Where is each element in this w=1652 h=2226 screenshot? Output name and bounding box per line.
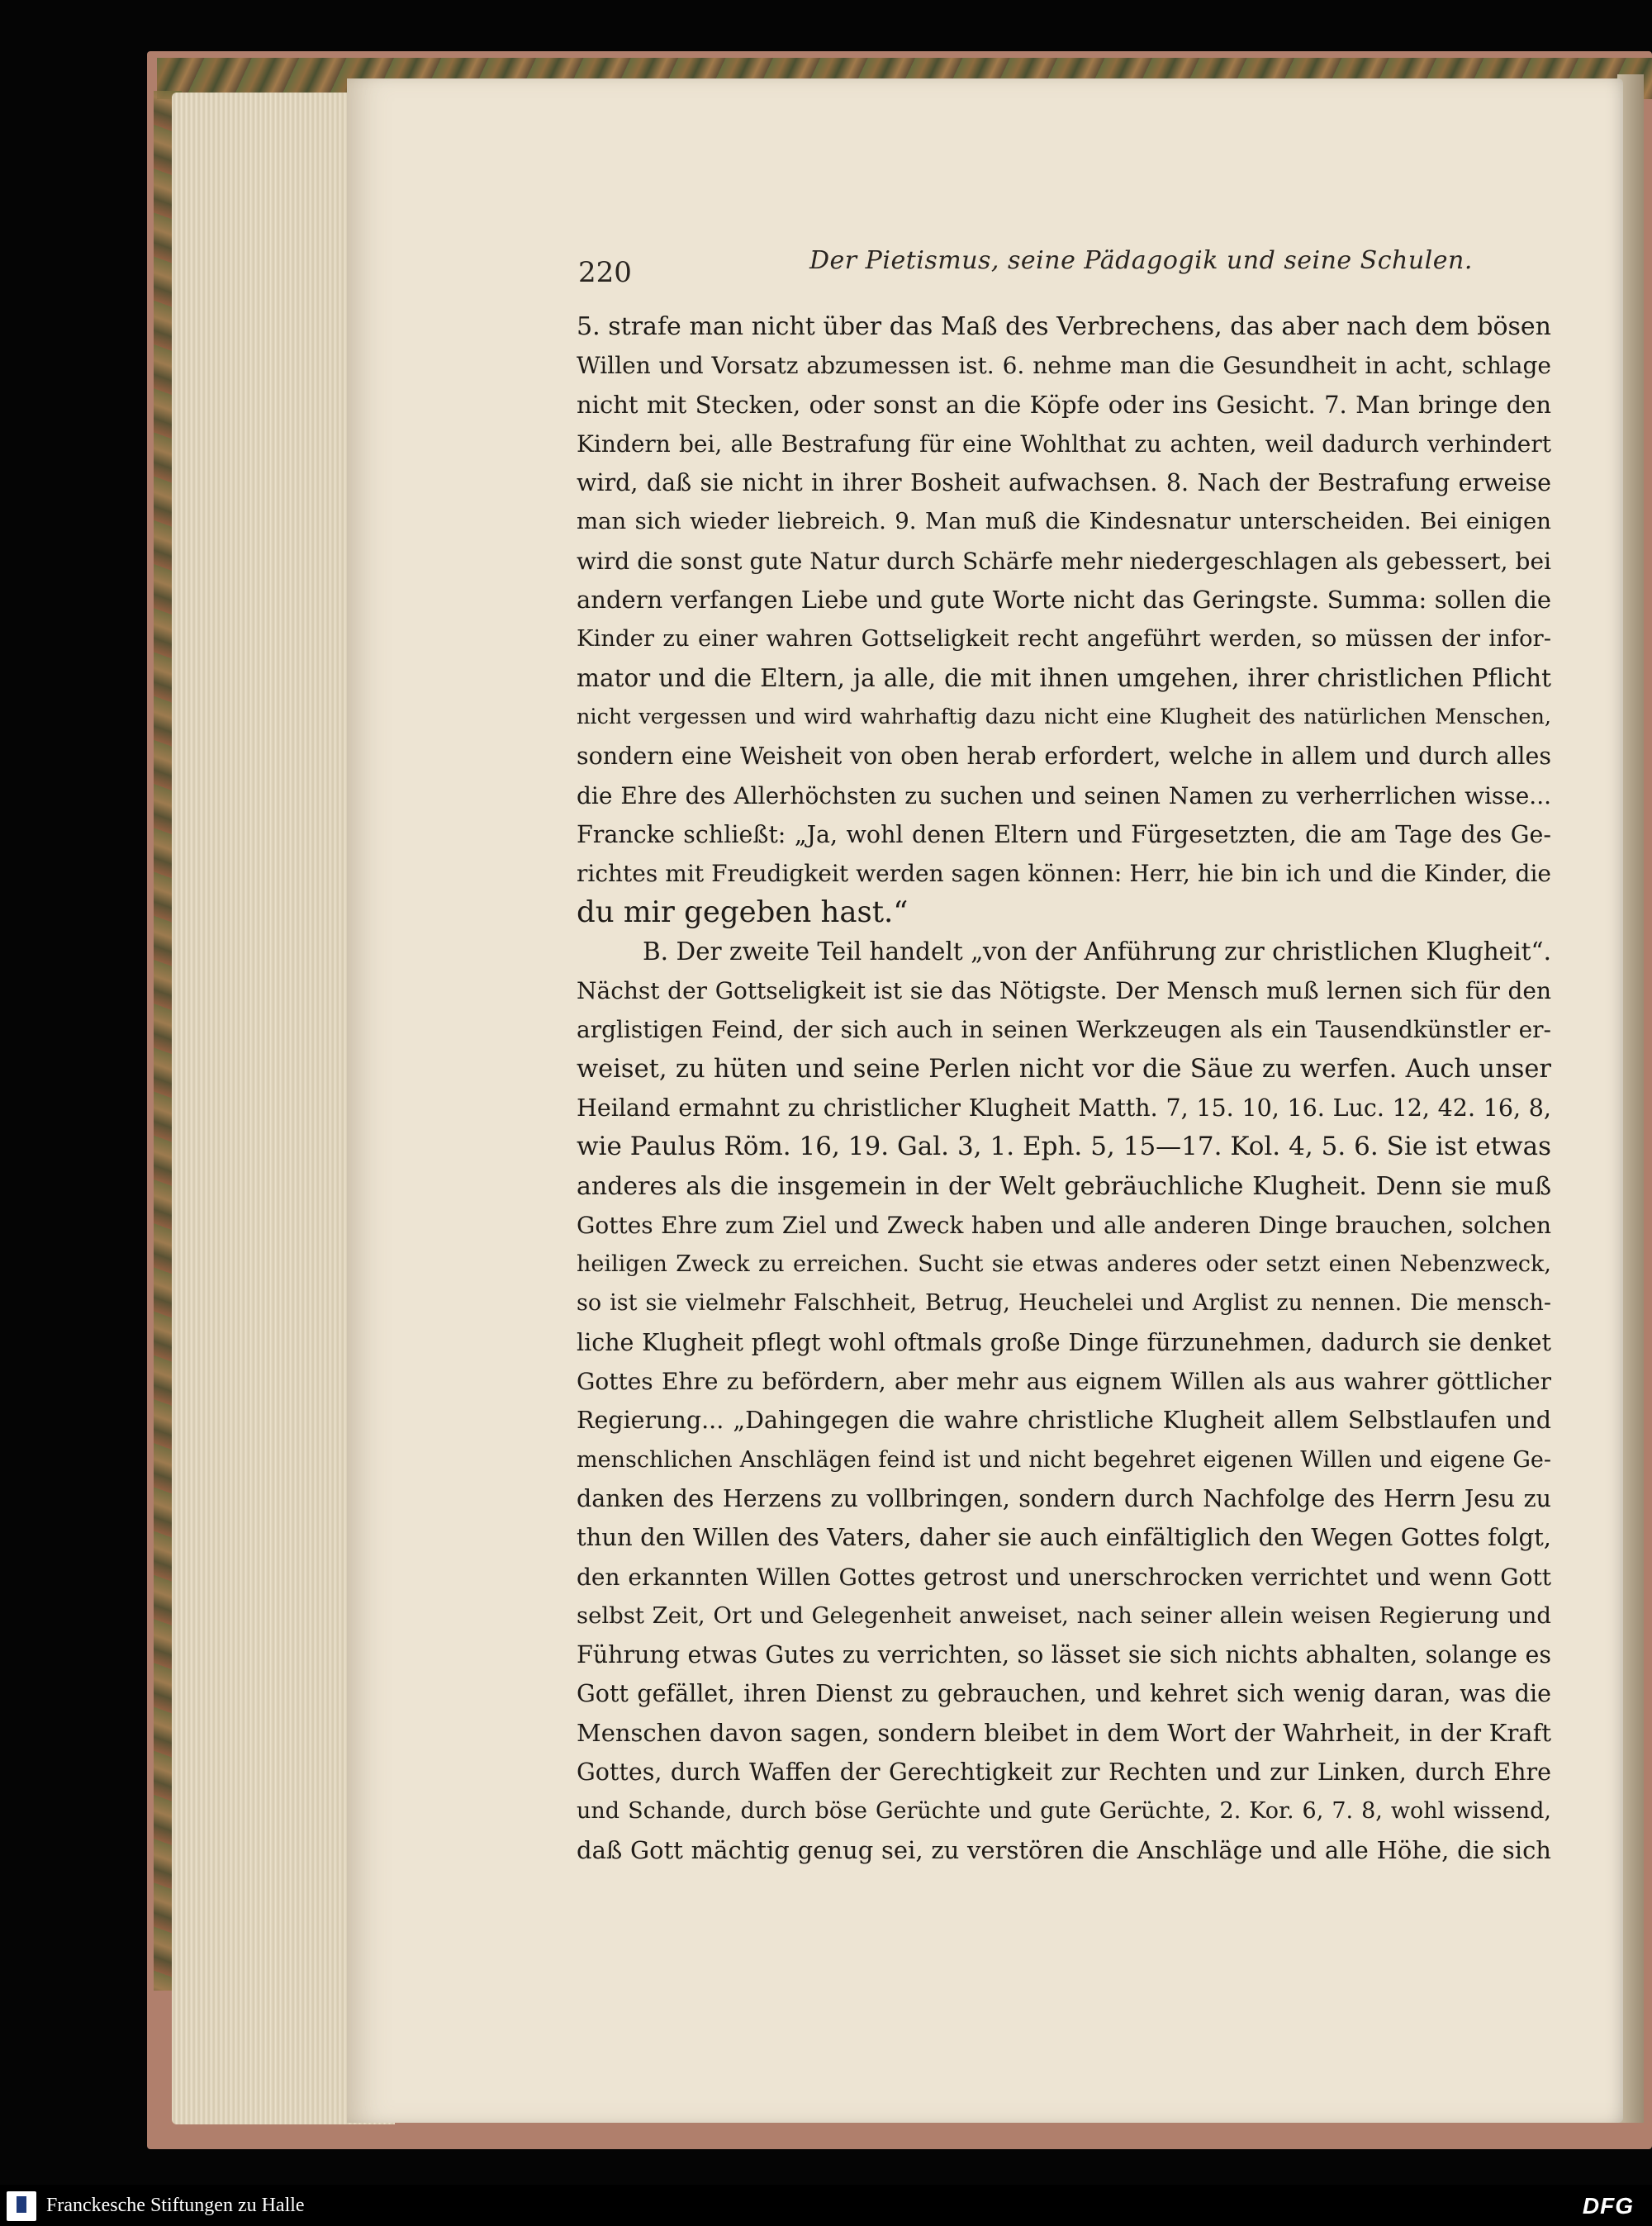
- text-line: heiligen Zweck zu erreichen. Sucht sie etwas anderes oder setzt einen Nebenzweck,: [577, 1251, 1551, 1278]
- text-line: Gott gefället, ihren Dienst zu gebrauchen, und kehret sich wenig daran, was die: [577, 1680, 1551, 1708]
- text-line: daß Gott mächtig genug sei, zu verstören die Anschläge und alle Höhe, die sich: [577, 1835, 1551, 1864]
- text-line: Menschen davon sagen, sondern bleibet in dem Wort der Wahrheit, in der Kraft: [577, 1718, 1551, 1747]
- text-line: Regierung... „Dahingegen die wahre christliche Klugheit allem Selbstlaufen und: [577, 1407, 1551, 1435]
- text-line: richtes mit Freudigkeit werden sagen können: Herr, hie bin ich und die Kinder, die: [577, 860, 1551, 888]
- funder-logo: DFG: [1582, 2193, 1634, 2219]
- text-line: 5. strafe man nicht über das Maß des Verbrechens, das aber nach dem bösen: [577, 312, 1551, 341]
- text-line: nicht mit Stecken, oder sonst an die Köpfe oder ins Gesicht. 7. Man bringe den: [577, 390, 1551, 419]
- text-line: thun den Willen des Vaters, daher sie auch einfältiglich den Wegen Gottes folgt,: [577, 1523, 1551, 1552]
- text-line: Führung etwas Gutes zu verrichten, so lässet sie sich nichts abhalten, solange es: [577, 1641, 1551, 1669]
- text-line: menschlichen Anschlägen feind ist und nicht begehret eigenen Willen und eigene Ge-: [577, 1446, 1551, 1473]
- text-line: Nächst der Gottseligkeit ist sie das Nötigste. Der Mensch muß lernen sich für den: [577, 977, 1551, 1005]
- text-line: wie Paulus Röm. 16, 19. Gal. 3, 1. Eph. 5, 15—17. Kol. 4, 5. 6. Sie ist etwas: [577, 1132, 1551, 1162]
- text-line: und Schande, durch böse Gerüchte und gute Gerüchte, 2. Kor. 6, 7. 8, wohl wissend,: [577, 1798, 1551, 1825]
- text-line: die Ehre des Allerhöchsten zu suchen und seinen Namen zu verherrlichen wisse...: [577, 781, 1551, 809]
- text-line: selbst Zeit, Ort und Gelegenheit anweiset, nach seiner allein weisen Regierung und: [577, 1602, 1551, 1629]
- text-line: anderes als die insgemein in der Welt gebräuchliche Klugheit. Denn sie muß: [577, 1171, 1551, 1201]
- text-line: den erkannten Willen Gottes getrost und unerschrocken verrichtet und wenn Gott: [577, 1563, 1551, 1591]
- text-line: Heiland ermahnt zu christlicher Klugheit Matth. 7, 15. 10, 16. Luc. 12, 42. 16, 8,: [577, 1094, 1551, 1122]
- text-line: andern verfangen Liebe und gute Worte nicht das Geringste. Summa: sollen die: [577, 586, 1551, 615]
- text-line: sondern eine Weisheit von oben herab erfordert, welche in allem und durch alles: [577, 743, 1551, 771]
- text-line: wird die sonst gute Natur durch Schärfe mehr niedergeschlagen als gebessert, bei: [577, 547, 1551, 575]
- page-number: 220: [578, 256, 632, 289]
- page-header: [578, 246, 1578, 306]
- text-line: arglistigen Feind, der sich auch in seinen Werkzeugen als ein Tausendkünstler er-: [577, 1016, 1551, 1044]
- text-line: Kindern bei, alle Bestrafung für eine Wohlthat zu achten, weil dadurch verhindert: [577, 430, 1551, 458]
- text-line: wird, daß sie nicht in ihrer Bosheit aufwachsen. 8. Nach der Bestrafung erweise: [577, 469, 1551, 497]
- text-line: so ist sie vielmehr Falschheit, Betrug, Heuchelei und Arglist zu nennen. Die mensch-: [577, 1290, 1551, 1317]
- text-line: Francke schließt: „Ja, wohl denen Eltern und Fürgesetzten, die am Tage des Ge-: [577, 820, 1551, 848]
- institution-name: Franckesche Stiftungen zu Halle: [46, 2195, 305, 2216]
- text-line: liche Klugheit pflegt wohl oftmals große Dinge fürzunehmen, dadurch sie denket: [577, 1328, 1551, 1356]
- text-line: weiset, zu hüten und seine Perlen nicht vor die Säue zu werfen. Auch unser: [577, 1054, 1551, 1084]
- viewer-footer: [0, 2185, 1652, 2226]
- text-line: Kinder zu einer wahren Gottseligkeit recht angeführt werden, so müssen der infor-: [577, 625, 1551, 653]
- body-text: [577, 307, 1551, 1870]
- text-line: mator und die Eltern, ja alle, die mit ihnen umgehen, ihrer christlichen Pflicht: [577, 663, 1551, 692]
- text-line: Willen und Vorsatz abzumessen ist. 6. nehme man die Gesundheit in acht, schlage: [577, 352, 1551, 380]
- running-title: Der Pietismus, seine Pädagogik und seine Schulen.: [809, 246, 1473, 275]
- text-line: Gottes, durch Waffen der Gerechtigkeit zur Rechten und zur Linken, durch Ehre: [577, 1758, 1551, 1786]
- text-line: Gottes Ehre zum Ziel und Zweck haben und alle anderen Dinge brauchen, solchen: [577, 1211, 1551, 1239]
- text-line-paragraph-start: B. Der zweite Teil handelt „von der Anführung zur christlichen Klugheit“.: [643, 937, 1551, 966]
- text-line: du mir gegeben hast.“: [577, 895, 909, 930]
- text-line: danken des Herzens zu vollbringen, sondern durch Nachfolge des Herrn Jesu zu: [577, 1484, 1551, 1512]
- text-line: Gottes Ehre zu befördern, aber mehr aus eignem Willen als aus wahrer göttlicher: [577, 1368, 1551, 1396]
- institution-logo-icon: [7, 2191, 36, 2221]
- text-line: nicht vergessen und wird wahrhaftig dazu nicht eine Klugheit des natürlichen Menschen,: [577, 704, 1551, 729]
- text-line: man sich wieder liebreich. 9. Man muß die Kindesnatur unterscheiden. Bei einigen: [577, 508, 1551, 535]
